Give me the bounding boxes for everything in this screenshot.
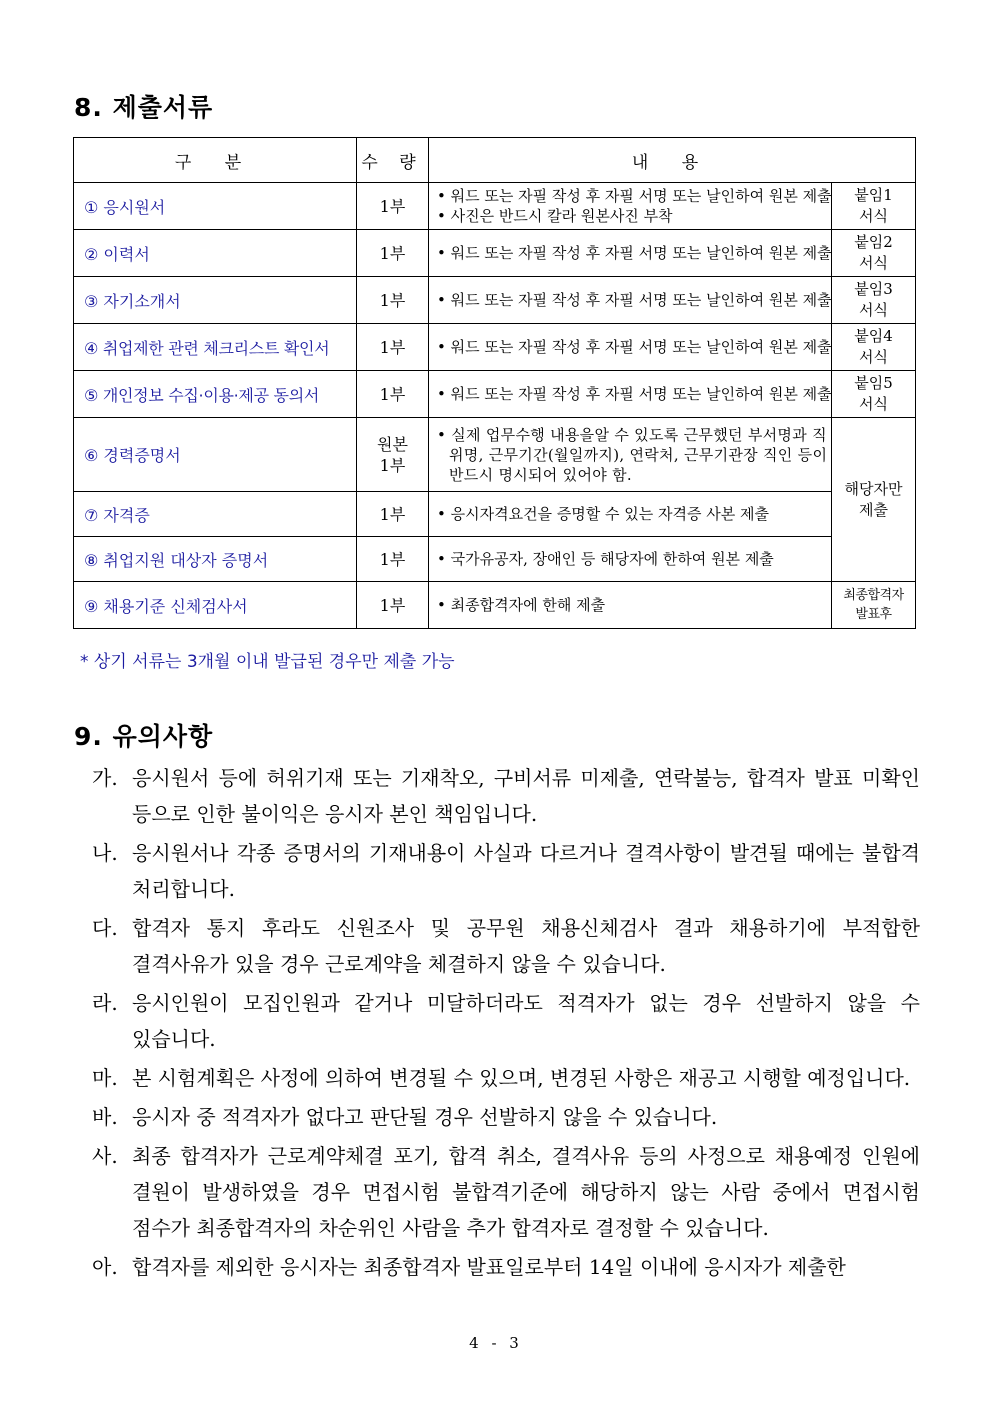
content-line: • 응시자격요건을 증명할 수 있는 자격증 사본 제출	[437, 505, 770, 523]
doc-name: ② 이력서	[74, 230, 357, 277]
list-item	[92, 1249, 920, 1285]
item-text: 응시인원이 모집인원과 같거나 미달하더라도 적격자가 없는 경우 선발하지 않을 수 있습니다.	[132, 991, 920, 1051]
item-text: 최종 합격자가 근로계약체결 포기, 합격 취소, 결격사유 등의 사정으로 채용예정 인원에 결원이 발생하였을 경우 면접시험 불합격기준에 해당하지 않는 사람 중에서 면접시험 점수가 최종합격자의 차순위인 사람을 추가 합격자로 결정할 수 있습니다.	[132, 1144, 920, 1240]
doc-content	[429, 582, 832, 629]
doc-name: ⑥ 경력증명서	[74, 418, 357, 492]
item-marker: 나.	[92, 841, 118, 865]
doc-name: ① 응시원서	[74, 183, 357, 230]
table-header-row	[74, 138, 916, 183]
doc-content	[429, 371, 832, 418]
item-marker: 가.	[92, 766, 118, 790]
content-line: • 실제 업무수행 내용을알 수 있도록 근무했던 부서명과 직위명, 근무기간(월일까지), 연락처, 근무기관장 직인 등이 반드시 명시되어 있어야 함.	[437, 425, 828, 484]
footnote: * 상기 서류는 3개월 이내 발급된 경우만 제출 가능	[80, 652, 455, 672]
item-text: 합격자 통지 후라도 신원조사 및 공무원 채용신체검사 결과 채용하기에 부적합한 결격사유가 있을 경우 근로계약을 체결하지 않을 수 있습니다.	[132, 916, 920, 976]
content-line: • 워드 또는 자필 작성 후 자필 서명 또는 날인하여 원본 제출	[437, 187, 832, 205]
doc-qty: 1부	[357, 183, 429, 230]
doc-qty: 1부	[357, 277, 429, 324]
doc-name: ③ 자기소개서	[74, 277, 357, 324]
list-item	[92, 835, 920, 907]
item-text: 응시원서나 각종 증명서의 기재내용이 사실과 다르거나 결격사항이 발견될 때에는 불합격 처리합니다.	[132, 841, 920, 901]
table-row	[74, 277, 916, 324]
table-row	[74, 418, 916, 492]
doc-content	[429, 324, 832, 371]
doc-name: ④ 취업제한 관련 체크리스트 확인서	[74, 324, 357, 371]
page-number: 4 - 3	[469, 1334, 523, 1352]
section-8-title: 8. 제출서류	[74, 93, 214, 122]
item-text: 응시원서 등에 허위기재 또는 기재착오, 구비서류 미제출, 연락불능, 합격자 발표 미확인 등으로 인한 불이익은 응시자 본인 책임입니다.	[132, 766, 920, 826]
content-line: • 워드 또는 자필 작성 후 자필 서명 또는 날인하여 원본 제출	[437, 338, 832, 356]
doc-content	[429, 183, 832, 230]
doc-note: 최종합격자 발표후	[832, 582, 916, 629]
header-quantity: 수 량	[357, 138, 429, 183]
doc-qty: 1부	[357, 537, 429, 582]
content-line: • 국가유공자, 장애인 등 해당자에 한하여 원본 제출	[437, 550, 774, 568]
list-item	[92, 985, 920, 1057]
table-row	[74, 492, 916, 537]
item-marker: 사.	[92, 1144, 118, 1168]
doc-name: ⑦ 자격증	[74, 492, 357, 537]
list-item	[92, 1138, 920, 1246]
doc-name: ⑧ 취업지원 대상자 증명서	[74, 537, 357, 582]
merged-note: 해당자만 제출	[832, 418, 916, 582]
doc-qty: 1부	[357, 230, 429, 277]
item-marker: 아.	[92, 1255, 118, 1279]
item-marker: 라.	[92, 991, 118, 1015]
list-item	[92, 910, 920, 982]
doc-content	[429, 230, 832, 277]
content-line: • 워드 또는 자필 작성 후 자필 서명 또는 날인하여 원본 제출	[437, 291, 832, 309]
list-item	[92, 1099, 920, 1135]
notice-list	[92, 760, 920, 1288]
doc-content	[429, 492, 832, 537]
doc-name: ⑤ 개인정보 수집·이용·제공 동의서	[74, 371, 357, 418]
item-text: 응시자 중 적격자가 없다고 판단될 경우 선발하지 않을 수 있습니다.	[132, 1105, 718, 1129]
content-line: • 사진은 반드시 칼라 원본사진 부착	[437, 207, 673, 225]
doc-name: ⑨ 채용기준 신체검사서	[74, 582, 357, 629]
section-9-title: 9. 유의사항	[74, 722, 214, 751]
item-marker: 마.	[92, 1066, 118, 1090]
header-content: 내 용	[429, 138, 916, 183]
item-text: 합격자를 제외한 응시자는 최종합격자 발표일로부터 14일 이내에 응시자가 제출한	[132, 1255, 846, 1279]
doc-qty: 1부	[357, 324, 429, 371]
table-row	[74, 582, 916, 629]
doc-content	[429, 418, 832, 492]
doc-qty: 1부	[357, 371, 429, 418]
item-marker: 다.	[92, 916, 118, 940]
doc-qty: 1부	[357, 582, 429, 629]
content-line: • 최종합격자에 한해 제출	[437, 596, 606, 614]
table-row	[74, 537, 916, 582]
doc-qty: 원본 1부	[357, 418, 429, 492]
doc-note: 붙임1 서식	[832, 183, 916, 230]
list-item	[92, 760, 920, 832]
table-row	[74, 183, 916, 230]
content-line: • 워드 또는 자필 작성 후 자필 서명 또는 날인하여 원본 제출	[437, 244, 832, 262]
item-marker: 바.	[92, 1105, 118, 1129]
doc-content	[429, 277, 832, 324]
table-row	[74, 324, 916, 371]
header-category: 구 분	[74, 138, 357, 183]
table-row	[74, 230, 916, 277]
doc-content	[429, 537, 832, 582]
documents-table	[73, 137, 916, 629]
table-row	[74, 371, 916, 418]
doc-note: 붙임2 서식	[832, 230, 916, 277]
doc-note: 붙임3 서식	[832, 277, 916, 324]
doc-note: 붙임4 서식	[832, 324, 916, 371]
item-text: 본 시험계획은 사정에 의하여 변경될 수 있으며, 변경된 사항은 재공고 시행할 예정입니다.	[132, 1066, 911, 1090]
doc-qty: 1부	[357, 492, 429, 537]
content-line: • 워드 또는 자필 작성 후 자필 서명 또는 날인하여 원본 제출	[437, 385, 832, 403]
list-item	[92, 1060, 920, 1096]
doc-note: 붙임5 서식	[832, 371, 916, 418]
